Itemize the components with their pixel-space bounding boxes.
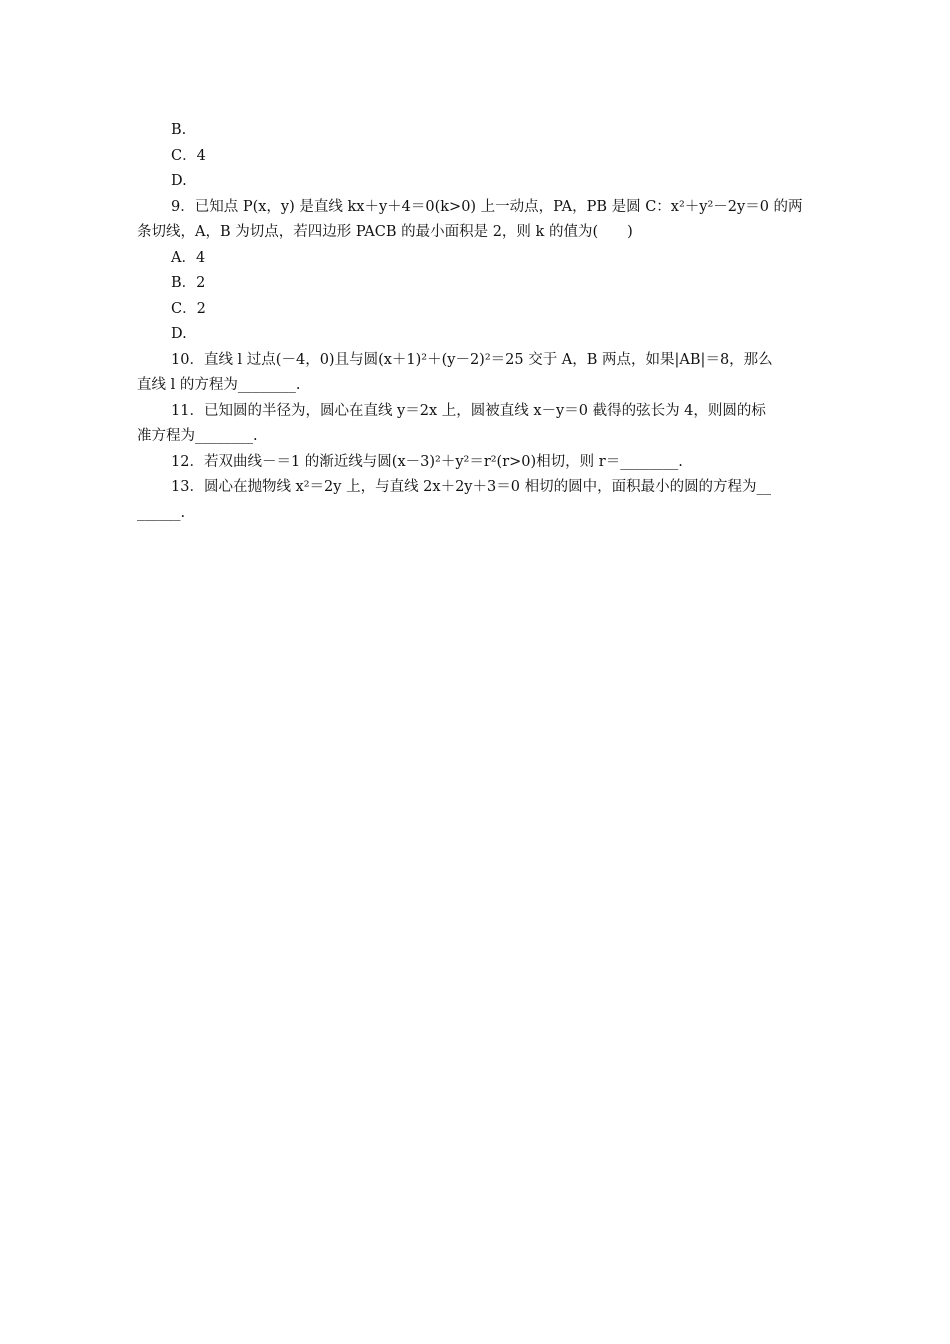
question-10-line1: 10．直线 l 过点(－4，0)且与圆(x＋1)²＋(y－2)²＝25 交于 A，B 两点，如果|AB|＝8，那么 [171, 351, 773, 368]
question-9 [137, 195, 813, 348]
question-13 [137, 475, 813, 526]
q8-option-b: B. [171, 122, 187, 138]
q9-option-b: B．2 [171, 275, 206, 291]
question-12-line1: 12．若双曲线－＝1 的渐近线与圆(x－3)²＋y²＝r²(r>0)相切，则 r＝________. [171, 453, 683, 470]
q9-option-d: D. [171, 326, 187, 342]
q8-option-c: C．4 [171, 147, 206, 164]
question-10 [137, 348, 813, 399]
question-list [137, 118, 813, 526]
q8-option-d: D. [171, 173, 187, 189]
q9-option-a: A．4 [171, 249, 206, 266]
question-11-line1: 11．已知圆的半径为，圆心在直线 y＝2x 上，圆被直线 x－y＝0 截得的弦长为 4，则圆的标 [171, 402, 766, 419]
question-13-line1: 13．圆心在抛物线 x²＝2y 上，与直线 2x＋2y＋3＝0 相切的圆中，面积最小的圆的方程为__ [171, 479, 772, 495]
q9-option-c: C．2 [171, 300, 206, 317]
question-11-line2: 准方程为________. [137, 428, 258, 444]
question-9-stem-line2: 条切线，A，B 为切点，若四边形 PACB 的最小面积是 2，则 k 的值为( ) [137, 224, 633, 240]
question-9-stem-line1: 9．已知点 P(x，y) 是直线 kx＋y＋4＝0(k>0) 上一动点，PA，PB 是圆 C：x²＋y²－2y＝0 的两 [171, 198, 803, 215]
question-11 [137, 399, 813, 450]
question-12 [137, 450, 813, 476]
question-13-line2: ______. [137, 504, 186, 521]
question-10-line2: 直线 l 的方程为________. [137, 377, 301, 393]
